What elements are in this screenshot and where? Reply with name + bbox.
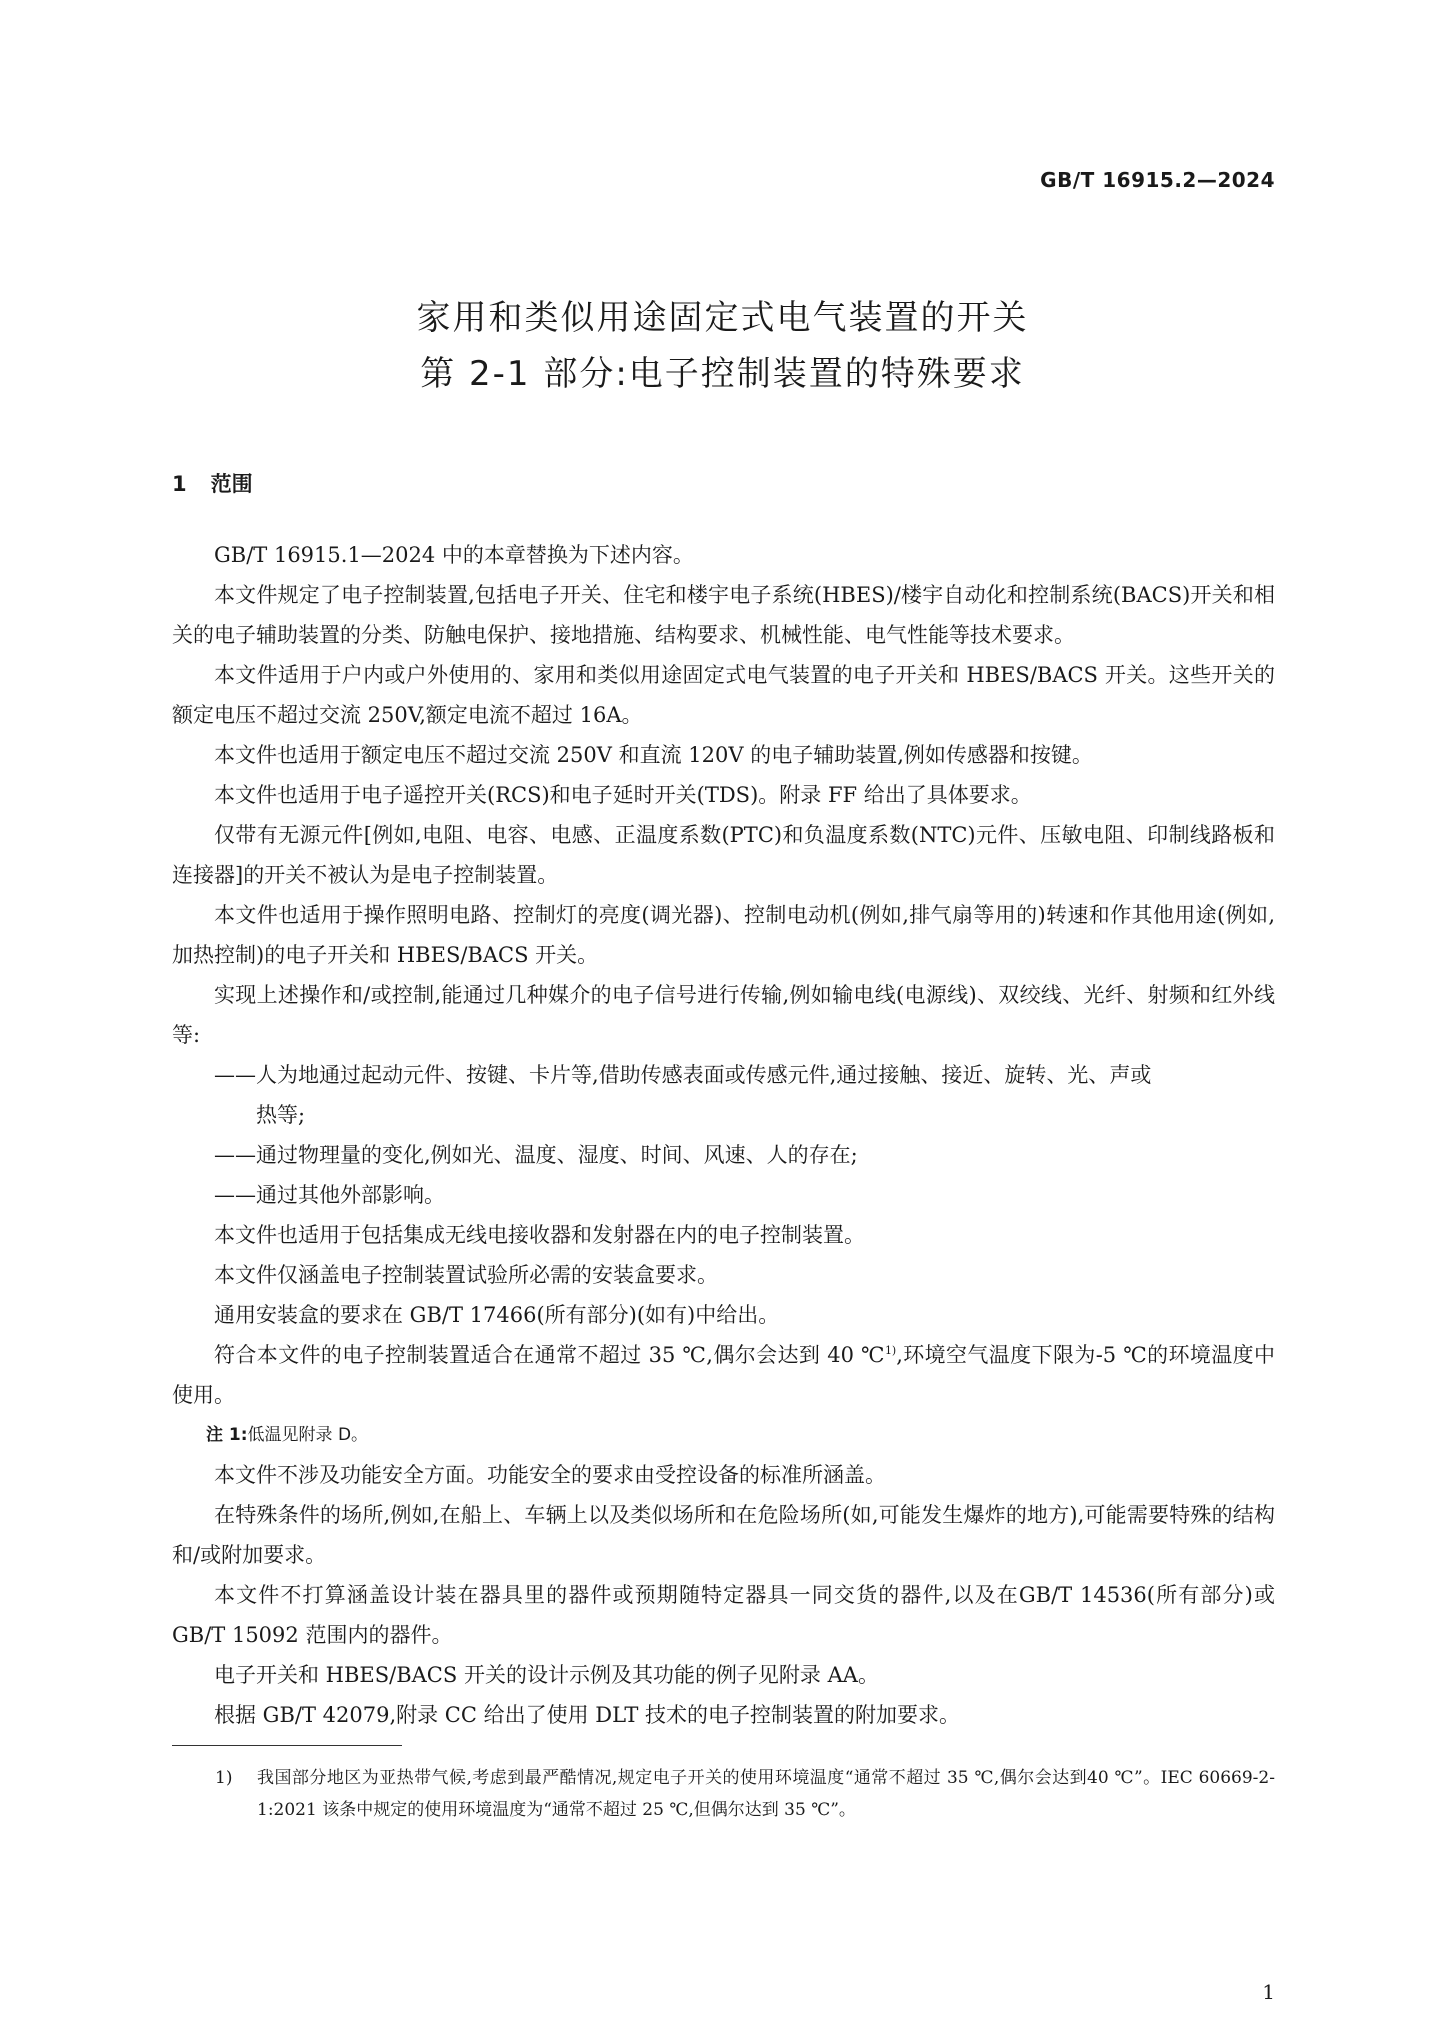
dash-list-item: ——通过其他外部影响。	[214, 1183, 445, 1207]
paragraph: 本文件也适用于操作照明电路、控制灯的亮度(调光器)、控制电动机(例如,排气扇等用的)转速和作其他用途(例如,加热控制)的电子开关和 HBES/BACS 开关。	[172, 903, 1275, 967]
dash-list-item: ——通过物理量的变化,例如光、温度、湿度、时间、风速、人的存在;	[214, 1143, 858, 1167]
paragraph: 本文件也适用于额定电压不超过交流 250V 和直流 120V 的电子辅助装置,例如传感器和按键。	[214, 743, 1093, 767]
paragraph: 电子开关和 HBES/BACS 开关的设计示例及其功能的例子见附录 AA。	[214, 1663, 879, 1687]
page-number: 1	[1262, 1980, 1275, 2004]
section-heading	[172, 468, 253, 498]
paragraph: 本文件规定了电子控制装置,包括电子开关、住宅和楼宇电子系统(HBES)/楼宇自动化和控制系统(BACS)开关和相关的电子辅助装置的分类、防触电保护、接地措施、结构要求、机械性能、电气性能等技术要求。	[172, 583, 1275, 647]
paragraph: 实现上述操作和/或控制,能通过几种媒介的电子信号进行传输,例如输电线(电源线)、双绞线、光纤、射频和红外线等:	[172, 983, 1275, 1047]
paragraph: 根据 GB/T 42079,附录 CC 给出了使用 DLT 技术的电子控制装置的附加要求。	[214, 1703, 961, 1727]
note-text: 低温见附录 D。	[247, 1425, 369, 1445]
standard-number: GB/T 16915.2—2024	[1040, 168, 1275, 192]
paragraph: 本文件不打算涵盖设计装在器具里的器件或预期随特定器具一同交货的器件,以及在GB/T 14536(所有部分)或 GB/T 15092 范围内的器件。	[172, 1583, 1275, 1647]
document-title	[0, 290, 1445, 402]
section-number: 1	[172, 472, 187, 496]
dash-list-item	[172, 1055, 1275, 1135]
section-title: 范围	[210, 472, 253, 496]
paragraph: 本文件仅涵盖电子控制装置试验所必需的安装盒要求。	[214, 1263, 718, 1287]
paragraph: 本文件也适用于电子遥控开关(RCS)和电子延时开关(TDS)。附录 FF 给出了具体要求。	[214, 783, 1032, 807]
paragraph: 在特殊条件的场所,例如,在船上、车辆上以及类似场所和在危险场所(如,可能发生爆炸的地方),可能需要特殊的结构和/或附加要求。	[172, 1503, 1275, 1567]
note	[172, 1415, 1275, 1455]
paragraph: GB/T 16915.1—2024 中的本章替换为下述内容。	[214, 543, 694, 567]
note-label: 注 1:	[206, 1425, 248, 1445]
body-text	[172, 535, 1275, 1735]
paragraph: 本文件不涉及功能安全方面。功能安全的要求由受控设备的标准所涵盖。	[214, 1463, 886, 1487]
paragraph: 通用安装盒的要求在 GB/T 17466(所有部分)(如有)中给出。	[214, 1303, 780, 1327]
paragraph: 本文件适用于户内或户外使用的、家用和类似用途固定式电气装置的电子开关和 HBES/BACS 开关。这些开关的额定电压不超过交流 250V,额定电流不超过 16A。	[172, 663, 1275, 727]
paragraph-text: ,环境空气温度下限为-5 ℃的环境温度中使用。	[172, 1343, 1275, 1407]
title-line-1: 家用和类似用途固定式电气装置的开关	[416, 298, 1029, 338]
dash-item-continuation: 热等;	[256, 1103, 306, 1127]
paragraph: 仅带有无源元件[例如,电阻、电容、电感、正温度系数(PTC)和负温度系数(NTC)元件、压敏电阻、印制线路板和连接器]的开关不被认为是电子控制装置。	[172, 823, 1275, 887]
dash-item-text: ——人为地通过起动元件、按键、卡片等,借助传感表面或传感元件,通过接触、接近、旋转、光、声或	[214, 1063, 1152, 1087]
paragraph: 本文件也适用于包括集成无线电接收器和发射器在内的电子控制装置。	[214, 1223, 865, 1247]
paragraph	[172, 1335, 1275, 1415]
footnote-mark: 1)	[215, 1768, 233, 1788]
title-line-2: 第 2-1 部分:电子控制装置的特殊要求	[420, 354, 1025, 394]
footnote-reference[interactable]: 1)	[884, 1344, 897, 1357]
footnote-text: 我国部分地区为亚热带气候,考虑到最严酷情况,规定电子开关的使用环境温度“通常不超过 35 ℃,偶尔会达到40 ℃”。IEC 60669-2-1:2021 该条中规定的使用环境温度为“通常不超过 25 ℃,但偶尔达到 35 ℃”。	[257, 1768, 1275, 1820]
footnote	[215, 1762, 1275, 1826]
footnote-divider	[172, 1745, 402, 1746]
paragraph-text: 符合本文件的电子控制装置适合在通常不超过 35 ℃,偶尔会达到 40 ℃	[214, 1343, 885, 1367]
